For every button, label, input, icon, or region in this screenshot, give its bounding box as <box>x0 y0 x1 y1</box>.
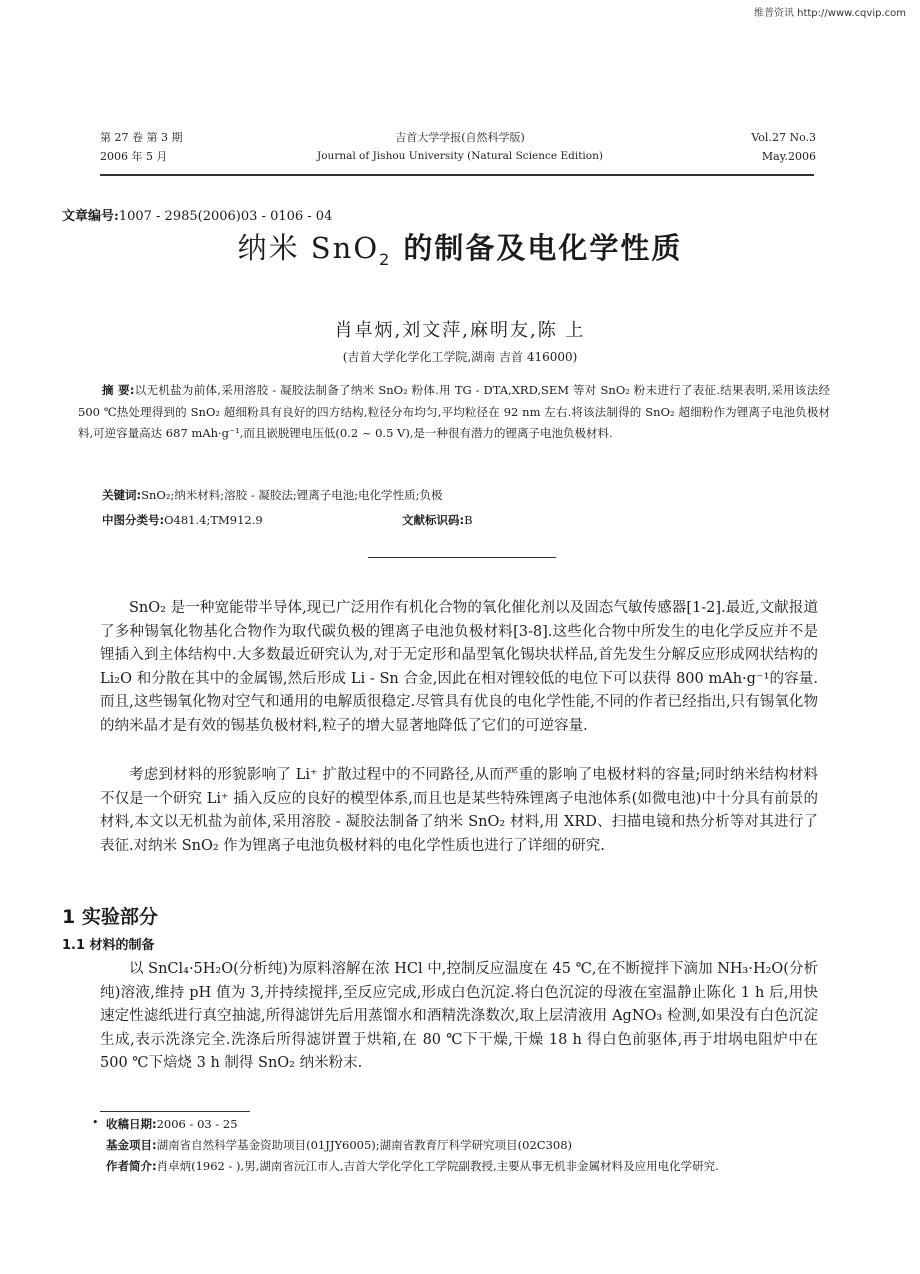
subsection-heading: 1.1 材料的制备 <box>62 938 155 953</box>
issue-date: 2006 年 5 月 <box>100 150 168 163</box>
abstract-divider <box>368 557 556 558</box>
journal-name-cn: 吉首大学学报(自然科学版) <box>395 131 525 144</box>
keywords <box>102 487 443 503</box>
body-paragraph-3: 以 SnCl₄·5H₂O(分析纯)为原料溶解在浓 HCl 中,控制反应温度在 45 ℃,在不断搅拌下滴加 NH₃·H₂O(分析纯)溶液,维持 pH 值为 3,并持续搅拌,至反应完成,形成白色沉淀.将白色沉淀的母液在室温静止陈化 1 h 后,用快速定性滤纸进行真空抽滤,所得滤饼先后用蒸馏水和酒精洗涤数次,取上层清液用 AgNO₃ 检测,如果没有白色沉淀生成,表示洗涤完全.洗涤后所得滤饼置于烘箱,在 80 ℃下干燥,干燥 18 h 得白色前驱体,再于坩埚电阻炉中在 500 ℃下焙烧 3 h 制得 SnO₂ 纳米粉末. <box>100 961 818 1071</box>
article-number-value: 1007 - 2985(2006)03 - 0106 - 04 <box>118 209 333 224</box>
authors: 肖卓炳,刘文萍,麻明友,陈 上 <box>334 320 586 341</box>
header-right <box>751 128 816 166</box>
footnote-rule <box>100 1111 250 1112</box>
footnote-received <box>106 1114 818 1135</box>
author-bio-value: 肖卓炳(1962 - ),男,湖南省沅江市人,吉首大学化学化工学院副教授,主要从事无机非金属材料及应用电化学研究. <box>156 1159 719 1173</box>
volume-issue: 第 27 卷 第 3 期 <box>100 131 183 144</box>
article-number-label: 文章编号: <box>62 209 119 224</box>
vol-no-en: Vol.27 No.3 <box>751 131 816 144</box>
abstract-label: 摘 要: <box>102 383 135 397</box>
document-code <box>402 512 473 528</box>
keywords-text: SnO₂;纳米材料;溶胶 - 凝胶法;锂离子电池;电化学性质;负极 <box>141 488 443 502</box>
header-rule <box>100 174 814 176</box>
keywords-label: 关键词: <box>102 488 142 502</box>
title-pre: 纳米 SnO <box>237 231 380 265</box>
header-center <box>300 128 620 166</box>
author-bio-label: 作者简介: <box>106 1159 157 1173</box>
document-code-value: B <box>464 513 473 527</box>
received-label: 收稿日期: <box>106 1117 157 1131</box>
affiliation: (吉首大学化学化工学院,湖南 吉首 416000) <box>342 350 578 364</box>
footnote-author <box>106 1156 818 1177</box>
section-heading: 1 实验部分 <box>62 906 158 928</box>
abstract-text: 以无机盐为前体,采用溶胶 - 凝胶法制备了纳米 SnO₂ 粉体.用 TG - DTA,XRD,SEM 等对 SnO₂ 粉末进行了表征.结果表明,采用该法经 500 ℃热处理得到的 SnO₂ 超细粉具有良好的四方结构,粒径分布均匀,平均粒径在 92 nm 左右.将该法制得的 SnO₂ 超细粉作为锂离子电池负极材料,可逆容量高达 687 mAh·g⁻¹,而且嵌脱锂电压低(0.2 ~ 0.5 V),是一种很有潜力的锂离子电池负极材料. <box>78 383 830 440</box>
date-en: May.2006 <box>761 150 816 163</box>
body-paragraph-2: 考虑到材料的形貌影响了 Li⁺ 扩散过程中的不同路径,从而严重的影响了电极材料的容量;同时纳米结构材料不仅是一个研究 Li⁺ 插入反应的良好的模型体系,而且也是某些特殊锂离子电池体系(如微电池)中十分具有前景的材料,本文以无机盐为前体,采用溶胶 - 凝胶法制备了纳米 SnO₂ 材料,用 XRD、扫描电镜和热分析等对其进行了表征.对纳米 SnO₂ 作为锂离子电池负极材料的电化学性质也进行了详细的研究. <box>100 767 818 854</box>
fund-value: 湖南省自然科学基金资助项目(01JJY6005);湖南省教育厅科学研究项目(02C308) <box>156 1138 573 1152</box>
paper-title <box>0 226 920 269</box>
footnote-fund <box>106 1135 818 1156</box>
title-post: 的制备及电化学性质 <box>391 231 683 265</box>
fund-label: 基金项目: <box>106 1138 157 1152</box>
journal-name-en: Journal of Jishou University (Natural Science Edition) <box>317 150 603 162</box>
site-stamp: 维普资讯 http://www.cqvip.com <box>753 8 906 19</box>
footnote-bullet: • <box>92 1116 99 1129</box>
header-left <box>100 128 182 166</box>
classification-label: 中图分类号: <box>102 513 165 527</box>
title-sub: 2 <box>379 249 392 269</box>
classification <box>102 512 263 528</box>
article-number <box>62 205 332 224</box>
abstract <box>78 380 830 445</box>
document-code-label: 文献标识码: <box>402 513 465 527</box>
body-paragraph-1: SnO₂ 是一种宽能带半导体,现已广泛用作有机化合物的氧化催化剂以及固态气敏传感器[1-2].最近,文献报道了多种锡氧化物基化合物作为取代碳负极的锂离子电池负极材料[3-8].这些化合物中所发生的电化学反应并不是锂插入到主体结构中.大多数最近研究认为,对于无定形和晶型氧化锡块状样品,首先发生分解反应形成网状结构的 Li₂O 和分散在其中的金属锡,然后形成 Li - Sn 合金,因此在相对锂较低的电位下可以获得 800 mAh·g⁻¹的容量.而且,这些锡氧化物对空气和通用的电解质很稳定.尽管具有优良的电化学性能,不同的作者已经指出,只有锡氧化物的纳米晶才是有效的锡基负极材料,粒子的增大显著地降低了它们的可逆容量. <box>100 600 818 734</box>
received-value: 2006 - 03 - 25 <box>156 1117 238 1131</box>
classification-value: O481.4;TM912.9 <box>164 513 263 527</box>
